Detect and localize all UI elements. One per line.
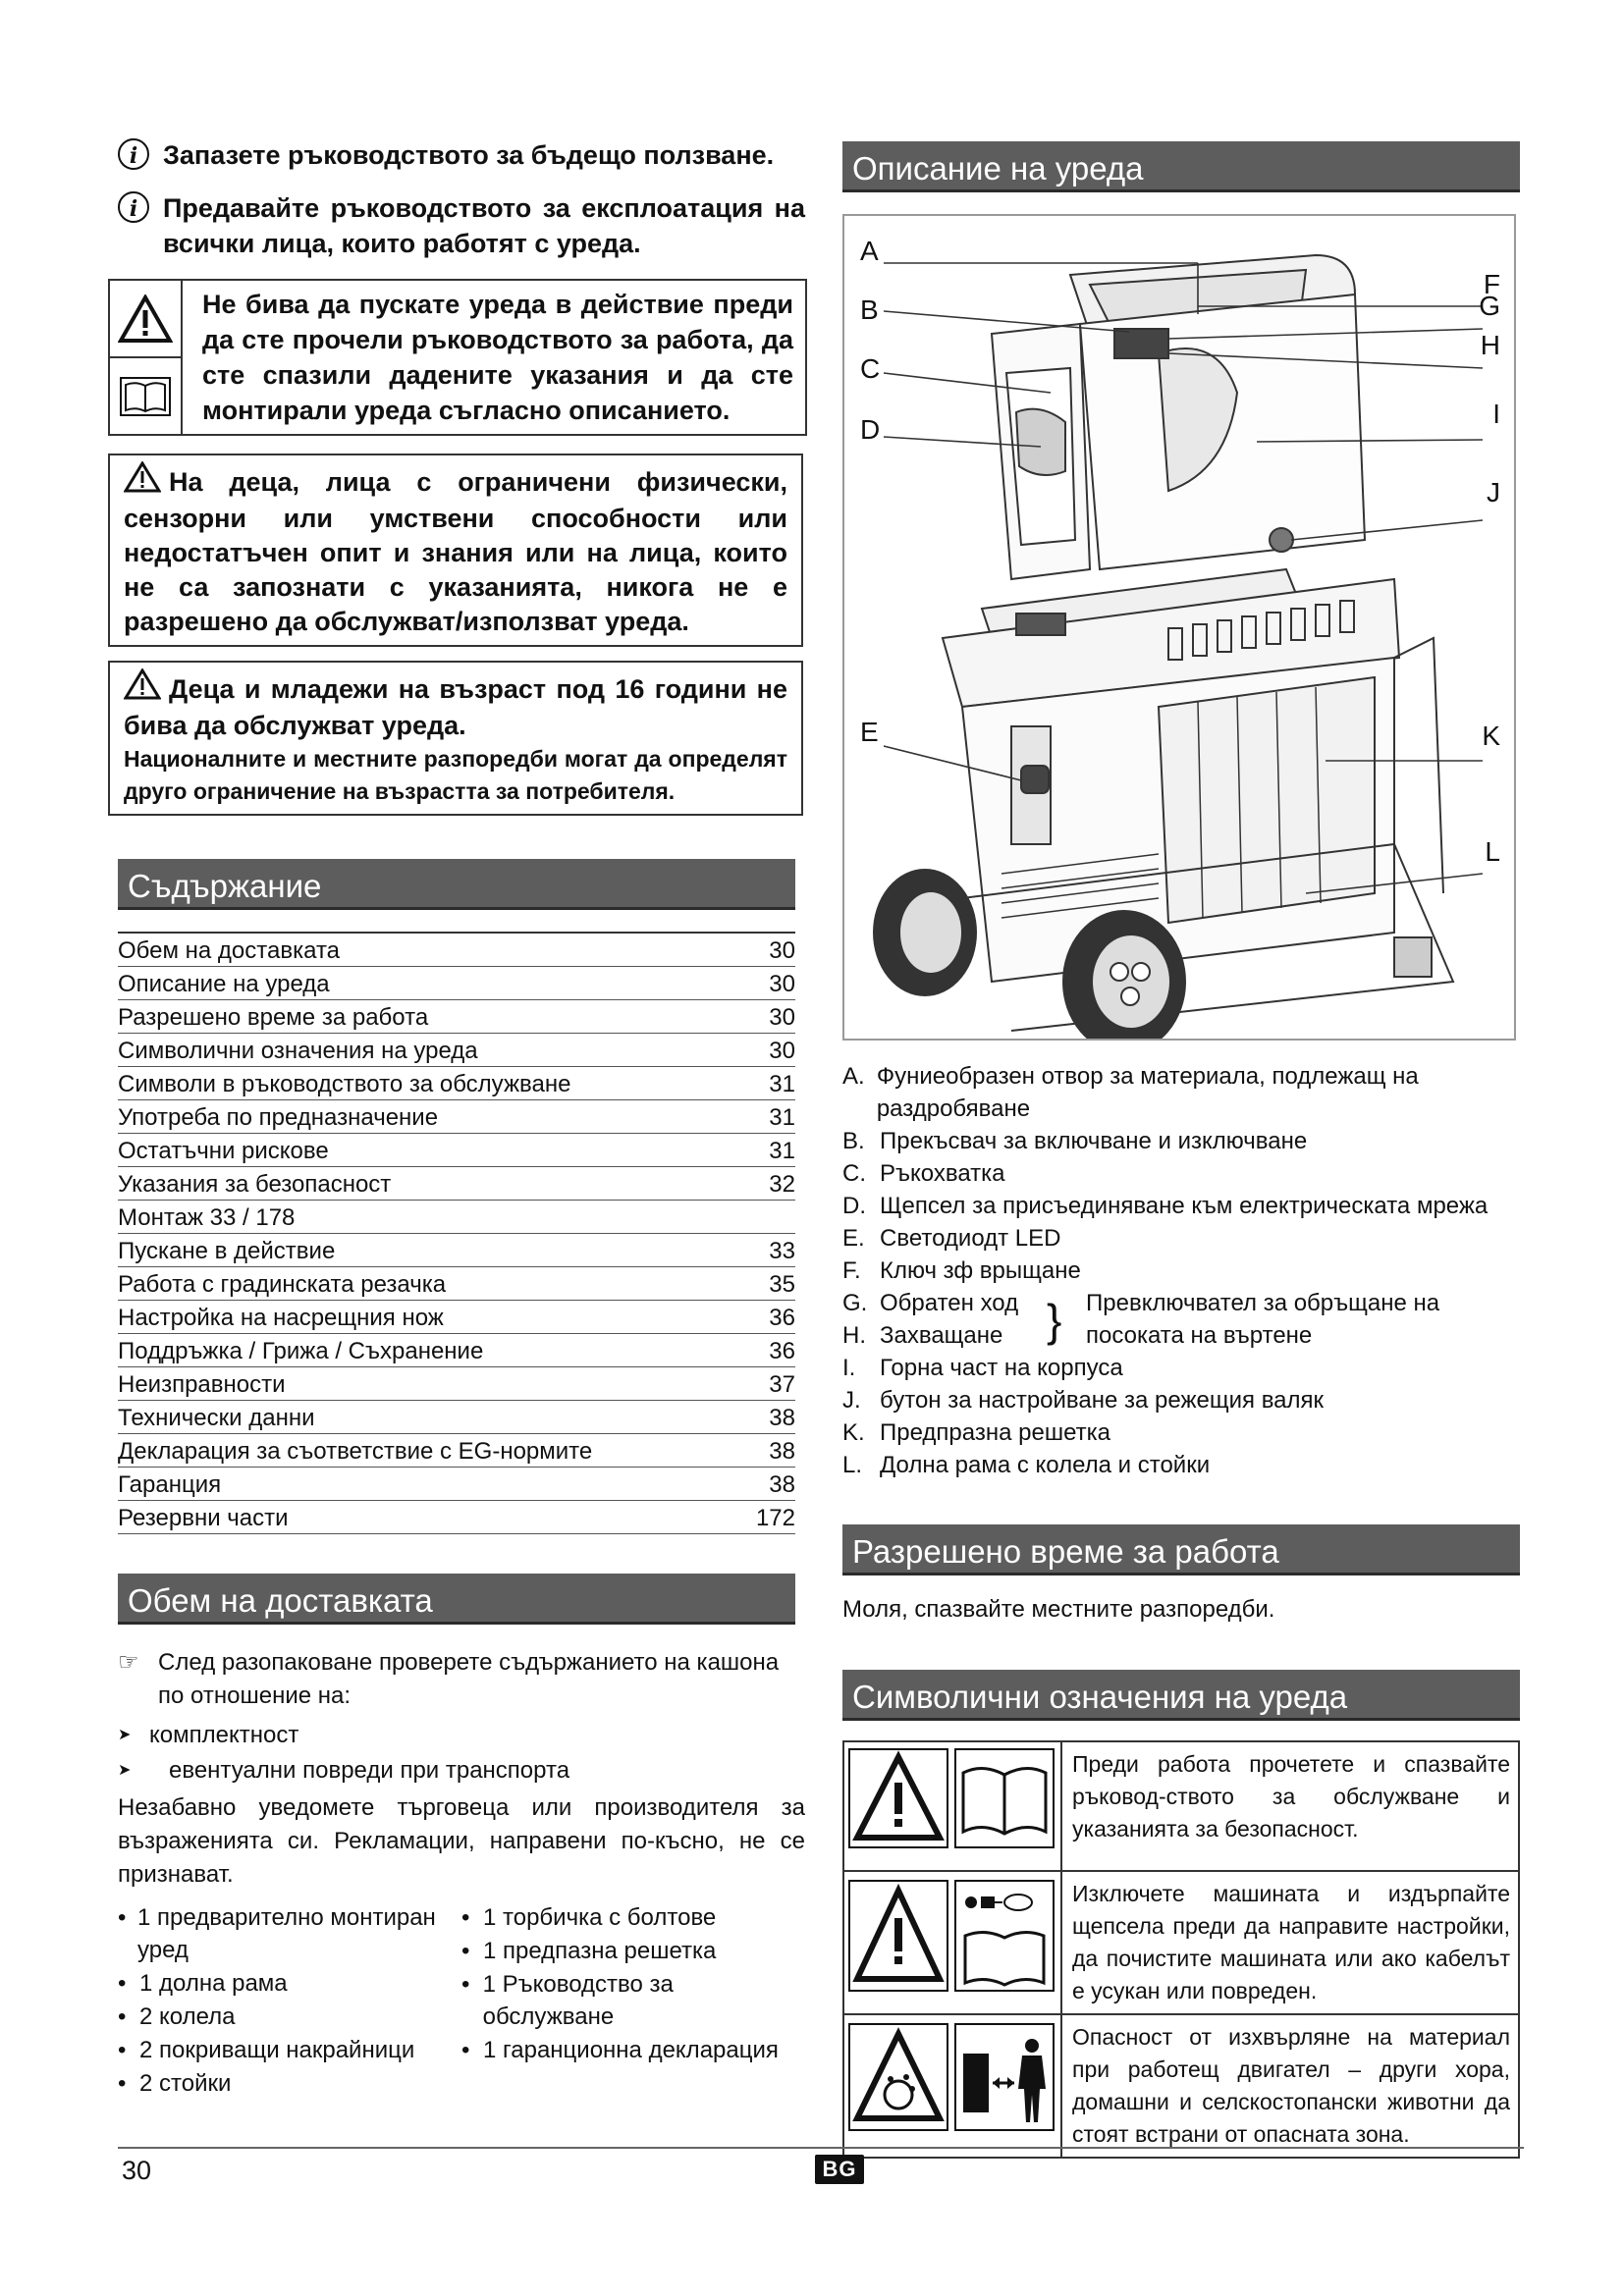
- diagram-label: D: [860, 414, 881, 445]
- legend-item: [842, 1449, 1520, 1481]
- toc-label: Остатъчни рискове: [118, 1138, 329, 1164]
- delivery-item: [118, 2034, 461, 2066]
- toc-label: Символи в ръководството за обслужване: [118, 1071, 571, 1097]
- info-keep-manual: i Запазете ръководството за бъдещо ползване.: [118, 137, 805, 173]
- legend-item: [842, 1190, 1520, 1222]
- legend-text: Горна част на корпуса: [880, 1355, 1123, 1381]
- warning-triangle-icon: [110, 281, 181, 356]
- toc-page: 30: [769, 1038, 795, 1064]
- toc-label: Монтаж 33 / 178: [118, 1204, 296, 1231]
- warning-triangle-icon: [124, 461, 161, 502]
- legend-text: Светодиодт LED: [880, 1225, 1061, 1252]
- diagram-label: K: [1482, 721, 1500, 751]
- toc-label: Резервни части: [118, 1505, 289, 1531]
- page-number: 30: [122, 2156, 152, 2185]
- symbol-row: Преди работа прочетете и спазвайте ръковод-ството за обслужване и указанията за безопасност.: [843, 1741, 1519, 1871]
- work-time-heading: Разрешено време за работа: [842, 1524, 1520, 1575]
- legend-key: L.: [842, 1452, 863, 1478]
- diagram-legend: [842, 1060, 1520, 1481]
- symbol-icons: [843, 2014, 1061, 2158]
- legend-text: Щепсел за присъединяване към електрическата мрежа: [880, 1193, 1489, 1219]
- warning-children-box: На деца, лица с ограничени физически, сензорни или умствени способности или недостатъчен опит и знания или на лица, които не са запознати с указанията, никога не е разрешено да обслужват/използват уреда.: [108, 454, 803, 647]
- gh-note: Превключвател за обръщане на посоката на въртене: [1086, 1290, 1440, 1349]
- delivery-item: [461, 2034, 805, 2066]
- legend-text: Фуниеобразен отвор за материала, подлежащ на раздробяване: [876, 1063, 1419, 1122]
- toc-page: 31: [769, 1104, 795, 1131]
- device-diagram: [842, 214, 1516, 1041]
- toc-row: [118, 1501, 795, 1534]
- warning-read-manual-box: Не бива да пускате уреда в действие преди да сте прочели ръководството за работа, да сте спазили дадените указания и да сте монтирали уреда съгласно описанието.: [108, 279, 807, 436]
- toc-row: [118, 1134, 795, 1167]
- legend-key: I.: [842, 1355, 856, 1381]
- legend-item: [842, 1157, 1520, 1190]
- toc-page: 33: [769, 1238, 795, 1264]
- legend-text: Обратен ход: [880, 1290, 1019, 1316]
- delivery-check: ➤ комплектност: [118, 1719, 805, 1752]
- diagram-label: I: [1492, 399, 1500, 429]
- delivery-items-right: [461, 1901, 805, 2101]
- info-pass-manual: i Предавайте ръководството за експлоатация на всички лица, които работят с уреда.: [118, 190, 805, 261]
- toc-page: 35: [769, 1271, 795, 1298]
- delivery-intro: ☞ След разопаковане проверете съдържанието на кашона по отношение на:: [118, 1646, 805, 1713]
- legend-item: [842, 1222, 1520, 1255]
- legend-key: A.: [842, 1063, 865, 1090]
- legend-key: J.: [842, 1387, 861, 1414]
- delivery-item-label: 2 покриващи накрайници: [139, 2037, 415, 2063]
- legend-key: K.: [842, 1419, 865, 1446]
- delivery-item-label: 2 колела: [139, 2003, 236, 2030]
- toc-label: Декларация за съответствие с EG-нормите: [118, 1438, 593, 1465]
- bullet-icon: •: [461, 1971, 470, 1998]
- toc-page: 38: [769, 1471, 795, 1498]
- legend-text: Прекъсвач за включване и изключване: [880, 1128, 1308, 1154]
- delivery-item-label: 1 предпазна решетка: [483, 1938, 717, 1964]
- table-of-contents: [118, 932, 795, 1534]
- brace-icon: }: [1047, 1295, 1062, 1346]
- info-icon: i: [118, 138, 149, 170]
- bullet-icon: •: [461, 2037, 470, 2063]
- legend-key: B.: [842, 1128, 865, 1154]
- toc-page: 172: [755, 1505, 795, 1531]
- delivery-notice: Незабавно уведомете търговеца или производителя за възраженията си. Рекламации, направени по-късно, не се признават.: [118, 1794, 805, 1888]
- delivery-items: [118, 1901, 805, 2101]
- toc-page: 37: [769, 1371, 795, 1398]
- toc-label: Работа с градинската резачка: [118, 1271, 447, 1298]
- diagram-label: C: [860, 353, 881, 384]
- toc-label: Настройка на насрещния нож: [118, 1305, 444, 1331]
- legend-item: [842, 1060, 1520, 1125]
- warning-triangle-icon: [124, 668, 161, 709]
- symbols-heading: Символични означения на уреда: [842, 1670, 1520, 1721]
- description-heading: Описание на уреда: [842, 141, 1520, 192]
- garden-shredder-illustration: [844, 216, 1514, 1039]
- toc-page: 38: [769, 1438, 795, 1465]
- diagram-label: L: [1485, 836, 1500, 867]
- warning-icons: [110, 281, 183, 434]
- toc-row: [118, 1067, 795, 1100]
- legend-key: G.: [842, 1290, 868, 1316]
- delivery-item-label: 2 стойки: [139, 2070, 232, 2097]
- legend-item: [842, 1352, 1520, 1384]
- toc-page: 32: [769, 1171, 795, 1198]
- delivery-item: [118, 1901, 461, 1966]
- legend-key: H.: [842, 1322, 866, 1349]
- pointing-hand-icon: ☞: [118, 1649, 139, 1676]
- toc-row: [118, 1267, 795, 1301]
- toc-row: [118, 1401, 795, 1434]
- read-manual-icon: [110, 356, 181, 434]
- arrow-bullet-icon: ➤: [118, 1727, 132, 1743]
- bullet-icon: •: [118, 2070, 127, 2097]
- toc-page: 30: [769, 937, 795, 964]
- bullet-icon: •: [461, 1904, 470, 1931]
- delivery-item-label: 1 предварително монтиран уред: [137, 1904, 436, 1963]
- toc-heading: Съдържание: [118, 859, 795, 910]
- toc-label: Пускане в действие: [118, 1238, 336, 1264]
- toc-row: [118, 967, 795, 1000]
- delivery-items-left: [118, 1901, 461, 2101]
- toc-label: Гаранция: [118, 1471, 222, 1498]
- delivery-item-label: 1 гаранционна декларация: [483, 2037, 779, 2063]
- delivery-item-label: 1 торбичка с болтове: [483, 1904, 717, 1931]
- legend-item: [842, 1125, 1520, 1157]
- legend-key: F.: [842, 1257, 861, 1284]
- diagram-label: B: [860, 294, 879, 325]
- symbol-row: Опасност от изхвърляне на материал при работещ двигател – други хора, домашни и селскостопански животни да стоят встрани от опасната зона.: [843, 2014, 1519, 2158]
- diagram-label: A: [860, 236, 879, 266]
- symbol-icons: [843, 1741, 1061, 1871]
- work-time-text: Моля, спазвайте местните разпоредби.: [842, 1596, 1275, 1623]
- toc-row: [118, 1034, 795, 1067]
- symbols-table: [842, 1740, 1520, 2159]
- toc-page: 36: [769, 1338, 795, 1364]
- toc-label: Символични означения на уреда: [118, 1038, 478, 1064]
- info-icon: i: [118, 191, 149, 223]
- toc-label: Обем на доставката: [118, 937, 341, 964]
- delivery-item-label: 1 долна рама: [139, 1970, 288, 1997]
- legend-item: [842, 1255, 1520, 1287]
- toc-row: [118, 1167, 795, 1201]
- toc-page: 30: [769, 1004, 795, 1031]
- bullet-icon: •: [118, 2003, 127, 2030]
- toc-label: Поддръжка / Грижа / Съхранение: [118, 1338, 484, 1364]
- toc-label: Разрешено време за работа: [118, 1004, 429, 1031]
- delivery-item: [118, 1967, 461, 2000]
- delivery-item: [461, 1901, 805, 1934]
- bullet-icon: •: [118, 1970, 127, 1997]
- bullet-icon: •: [118, 2037, 127, 2063]
- symbol-icons: [843, 1871, 1061, 2014]
- toc-row: [118, 1301, 795, 1334]
- toc-label: Технически данни: [118, 1405, 315, 1431]
- toc-page: 30: [769, 971, 795, 997]
- language-badge: BG: [815, 2155, 864, 2184]
- toc-label: Указания за безопасност: [118, 1171, 392, 1198]
- legend-item: [842, 1384, 1520, 1416]
- legend-key: D.: [842, 1193, 866, 1219]
- left-column: [118, 137, 805, 2101]
- delivery-section: [118, 1646, 805, 2101]
- toc-row: [118, 1367, 795, 1401]
- diagram-label: G: [1479, 291, 1500, 321]
- delivery-heading: Обем на доставката: [118, 1574, 795, 1625]
- legend-item: [842, 1416, 1520, 1449]
- toc-row: [118, 934, 795, 967]
- toc-label: Описание на уреда: [118, 971, 330, 997]
- symbol-row: Изключете машината и издърпайте щепсела преди да направите настройки, да почистите машината или ако кабелът е усукан или повреден.: [843, 1871, 1519, 2014]
- toc-row: [118, 1000, 795, 1034]
- footer-divider: [118, 2147, 1524, 2149]
- toc-page: 31: [769, 1071, 795, 1097]
- delivery-item: [118, 2067, 461, 2100]
- legend-key: C.: [842, 1160, 866, 1187]
- bullet-icon: •: [461, 1938, 470, 1964]
- toc-page: 38: [769, 1405, 795, 1431]
- toc-row: [118, 1234, 795, 1267]
- legend-text: Предпразна решетка: [880, 1419, 1110, 1446]
- legend-key: E.: [842, 1225, 865, 1252]
- delivery-item-label: 1 Ръководство за обслужване: [482, 1971, 674, 2030]
- bullet-icon: •: [118, 1904, 127, 1931]
- delivery-item: [461, 1935, 805, 1967]
- legend-text: бутон за настройване за режещия валяк: [880, 1387, 1325, 1414]
- delivery-item: [461, 1968, 805, 2033]
- toc-page: 36: [769, 1305, 795, 1331]
- legend-text: Долна рама с колела и стойки: [880, 1452, 1211, 1478]
- diagram-label: F: [1483, 269, 1500, 299]
- arrow-bullet-icon: ➤: [118, 1762, 132, 1779]
- diagram-label: H: [1480, 330, 1500, 360]
- legend-text: Захващане: [880, 1322, 1003, 1349]
- toc-label: Употреба по предназначение: [118, 1104, 439, 1131]
- diagram-label: E: [860, 717, 879, 747]
- legend-text: Ръкохватка: [880, 1160, 1005, 1187]
- toc-label: Неизправности: [118, 1371, 286, 1398]
- toc-row: [118, 1468, 795, 1501]
- toc-row: [118, 1100, 795, 1134]
- toc-row: [118, 1334, 795, 1367]
- warning-age-box: Деца и младежи на възраст под 16 години не бива да обслужват уреда. Националните и местните разпоредби могат да определят друго ограничение на възрастта за потребителя.: [108, 661, 803, 816]
- diagram-label: J: [1487, 477, 1500, 507]
- toc-row: [118, 1201, 795, 1234]
- right-column: [842, 141, 1520, 2159]
- toc-row: [118, 1434, 795, 1468]
- delivery-check: ➤ евентуални повреди при транспорта: [118, 1754, 805, 1788]
- toc-page: 31: [769, 1138, 795, 1164]
- delivery-item: [118, 2001, 461, 2033]
- legend-text: Ключ зф врыщане: [880, 1257, 1081, 1284]
